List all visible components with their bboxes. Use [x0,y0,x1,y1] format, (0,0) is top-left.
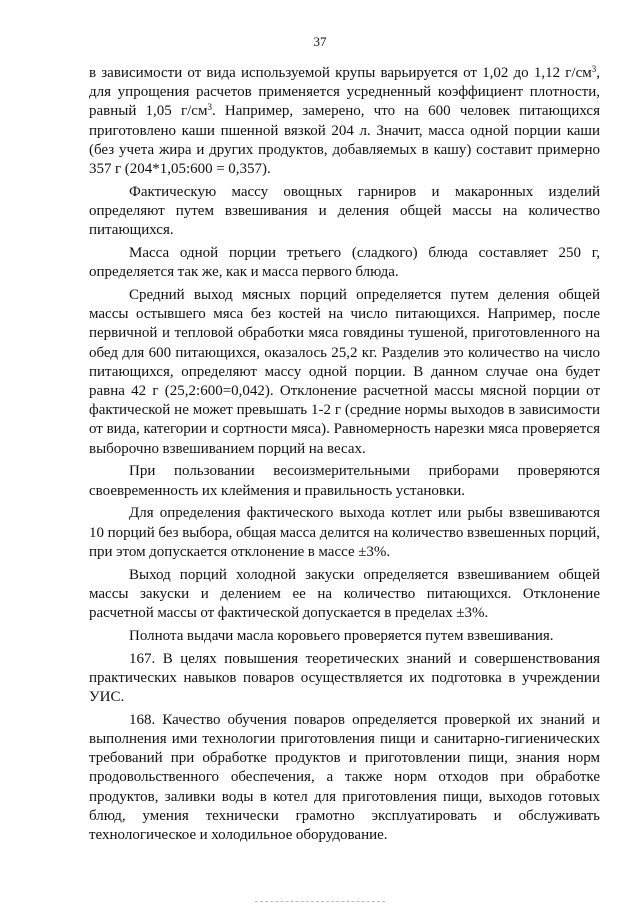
paragraph-third-course: Масса одной порции третьего (сладкого) блюда составляет 250 г, определяется так же, как и масса первого блюда. [89,245,600,281]
paragraph-garnish-mass: Фактическую массу овощных гарниров и макаронных изделий определяют путем взвешивания и деления общей массы на количество питающихся. [89,183,600,239]
paragraph-cutlets-fish: Для определения фактического выхода котлет или рыбы взвешиваются 10 порций без выбора, общая масса делится на количество взвешенных порций, при этом допускается отклонение в массе ±3%. [89,505,600,560]
paragraph-continuation [89,64,600,179]
paragraph-item-167: 167. В целях повышения теоретических знаний и совершенствования практических навыков поваров осуществляется их подготовка в учреждении УИС. [89,650,600,706]
scan-edge-line [255,901,385,903]
paragraph-text: , для упрощения расчетов применяется усредненный коэффициент плотности, равный 1,05 г/см [89,65,600,120]
paragraph-text: . Например, замерено, что на 600 человек питающихся приготовлено каши пшенной вязкой 204 л. Значит, масса одной порции каши (без учета жира и других продуктов, добавляемых в кашу) составит примерно 357 г (204*1,05:600 = 0,357). [89,103,600,178]
paragraph-butter: Полнота выдачи масла коровьего проверяется путем взвешивания. [129,627,554,644]
page-number: 37 [313,34,327,49]
paragraph-item-168: 168. Качество обучения поваров определяется проверкой их знаний и выполнения ими технологии приготовления пищи и санитарно-гигиенических требований при обработке продуктов и приготовлении пищи, знания норм продовольственного обеспечения, а также норм отходов при обработке продуктов, заливки воды в котел для приготовления пищи, выходов готовых блюд, умения технически грамотно эксплуатировать и обслуживать технологическое и холодильное оборудование. [89,711,600,844]
paragraph-meat-portions: Средний выход мясных порций определяется путем деления общей массы остывшего мяса без костей на число питающихся. Например, после первичной и тепловой обработки мяса говядины тушеной, приготовленного на обед для 600 питающихся, оказалось 25,2 кг. Разделив это количество на число питающихся, определяют массу одной порции. В данном случае она будет равна 42 г (25,2:600=0,042). Отклонение расчетной массы мясной порции от фактической не может превышать 1-2 г (средние нормы выходов в зависимости от вида, категории и сортности мяса). Равномерность нарезки мяса проверяется выборочно взвешиванием порций на весах. [89,287,600,457]
paragraph-text: в зависимости от вида используемой крупы варьируется от 1,02 до 1,12 г/см [89,65,592,81]
paragraph-cold-snacks: Выход порций холодной закуски определяется взвешиванием общей массы закуски и делением ее на количество питающихся. Отклонение расчетной массы от фактической допускается в пределах ±3%. [89,566,600,622]
document-body [89,64,600,845]
superscript: 3 [591,64,597,74]
paragraph-scales: При пользовании весоизмерительными приборами проверяются своевременность их клеймения и правильность установки. [89,463,600,499]
superscript: 3 [207,102,212,113]
